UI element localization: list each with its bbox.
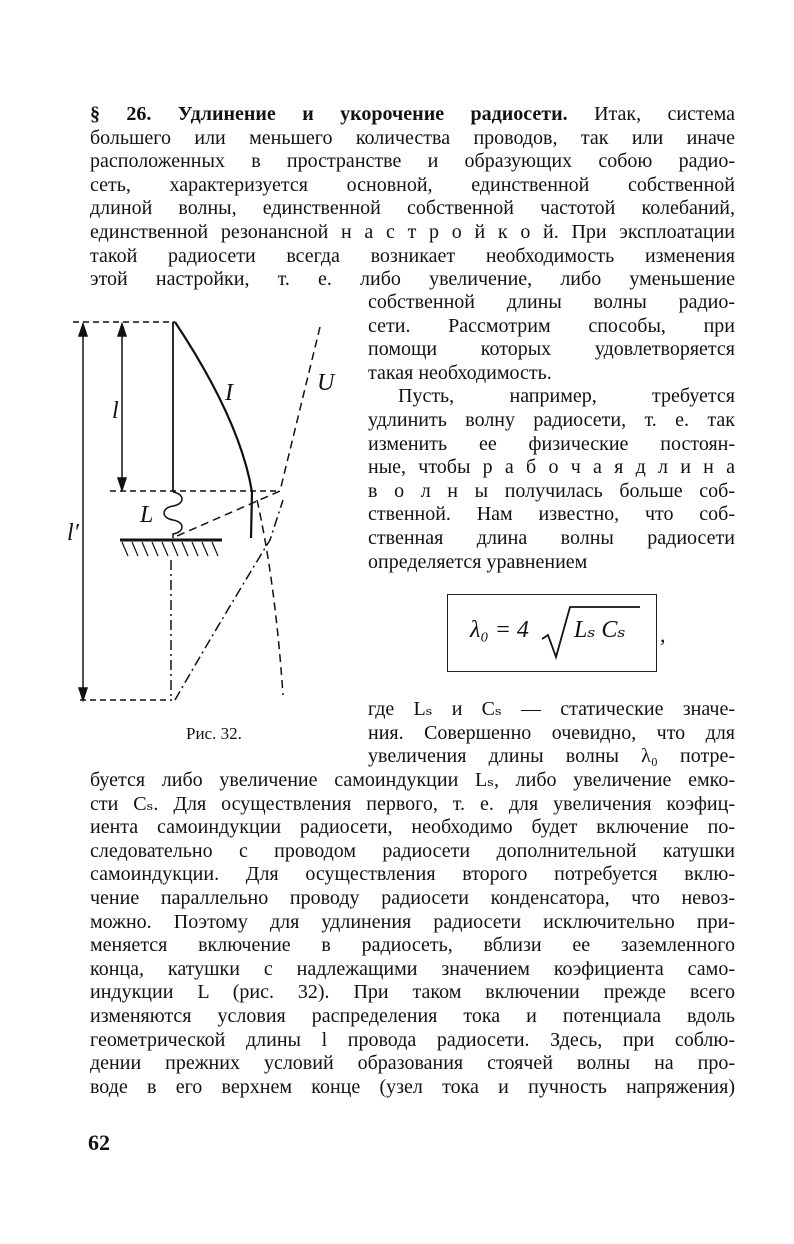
text-line: где Lₛ и Cₛ — статические значе- <box>368 698 735 720</box>
text-line: сеть, характеризуется основной, единственной собственной <box>90 173 735 196</box>
text-span: Итак, система <box>594 103 735 125</box>
text-line: геометрической длины l провода радиосети. Здесь, при соблю- <box>90 1028 735 1051</box>
text-line: изменить ее физические постоян- <box>368 432 735 455</box>
text-line: буется либо увеличение самоиндукции Lₛ, либо увеличение емко- <box>90 769 735 791</box>
text-line: в о л н ы получилась больше соб- <box>368 479 735 502</box>
text-line: ные, чтобы р а б о ч а я д л и н а <box>368 456 735 479</box>
paragraph-bottom <box>90 769 735 1099</box>
figure-caption: Рис. 32. <box>186 724 242 743</box>
text-line: ственной. Нам известно, что соб- <box>368 503 735 526</box>
text-line: собственной длины волны радио- <box>368 291 735 313</box>
formula-comma: , <box>660 622 666 647</box>
text-line: изменяются условия распределения тока и потенциала вдоль <box>90 1004 735 1027</box>
text-line: помощи которых удовлетворяется <box>368 338 735 361</box>
formula-radicand: Lₛ Cₛ <box>574 617 626 643</box>
coil-L <box>164 492 182 538</box>
text-line: воде в его верхнем конце (узел тока и пучность напряжения) <box>90 1075 735 1098</box>
text-line: длиной волны, единственной собственной частотой колебаний, <box>90 197 735 220</box>
text-line: дении прежних условий образования стоячей волны на про- <box>90 1052 735 1075</box>
text-line: такая необходимость. <box>368 361 552 384</box>
section-heading: § 26. Удлинение и укорочение радиосети. <box>90 103 568 125</box>
text-line: сети. Рассмотрим способы, при <box>368 314 735 337</box>
paragraph-side-2 <box>368 698 735 769</box>
text-line: такой радиосети всегда возникает необходимость изменения <box>90 244 735 267</box>
current-curve-I <box>175 322 252 538</box>
text-line: Пусть, например, требуется <box>398 385 735 408</box>
formula-lhs: λ₀ = 4 <box>470 617 529 643</box>
text-line: следовательно с проводом радиосети дополнительной катушки <box>90 839 735 862</box>
label-l: l <box>112 398 119 424</box>
text-line: этой настройки, т. е. либо увеличение, либо уменьшение <box>90 268 735 291</box>
text-line: большего или меньшего количества проводов, так или иначе <box>90 126 735 149</box>
formula-box <box>447 594 657 672</box>
text-line: иента самоиндукции радиосети, необходимо будет включение по- <box>90 816 735 839</box>
text-line: индукции L (рис. 32). При таком включении прежде всего <box>90 981 735 1004</box>
paragraph-side <box>368 291 735 574</box>
text-line: увеличения длины волны λ₀ потре- <box>368 745 735 768</box>
text-line: определяется уравнением <box>368 550 588 573</box>
label-L: L <box>140 502 154 528</box>
text-line <box>90 103 735 127</box>
text-line: конца, катушки с надлежащими значением коэфициента само- <box>90 957 735 980</box>
label-I: I <box>225 380 233 406</box>
text-line: ственная длина волны радиосети <box>368 526 735 549</box>
text-line: ния. Совершенно очевидно, что для <box>368 721 735 744</box>
label-l-prime: l′ <box>67 520 79 546</box>
text-line: чение параллельно проводу радиосети конденсатора, что невоз- <box>90 886 735 909</box>
text-line: можно. Поэтому для удлинения радиосети исключительно при- <box>90 910 735 933</box>
label-U: U <box>317 370 335 396</box>
text-line: единственной резонансной н а с т р о й к о й. При эксплоатации <box>90 220 735 243</box>
page-number: 62 <box>88 1130 110 1155</box>
text-line: самоиндукции. Для осуществления второго потребуется вклю- <box>90 863 735 886</box>
text-line: сти Cₛ. Для осуществления первого, т. е. для увеличения коэфиц- <box>90 792 735 815</box>
text-line: расположенных в пространстве и образующих собою радио- <box>90 150 735 173</box>
text-line: меняется включение в радиосеть, вблизи ее заземленного <box>90 934 735 957</box>
figure-32-antenna-diagram <box>60 300 350 720</box>
paragraph-top <box>90 103 735 292</box>
text-line: удлинить волну радиосети, т. е. так <box>368 408 735 431</box>
